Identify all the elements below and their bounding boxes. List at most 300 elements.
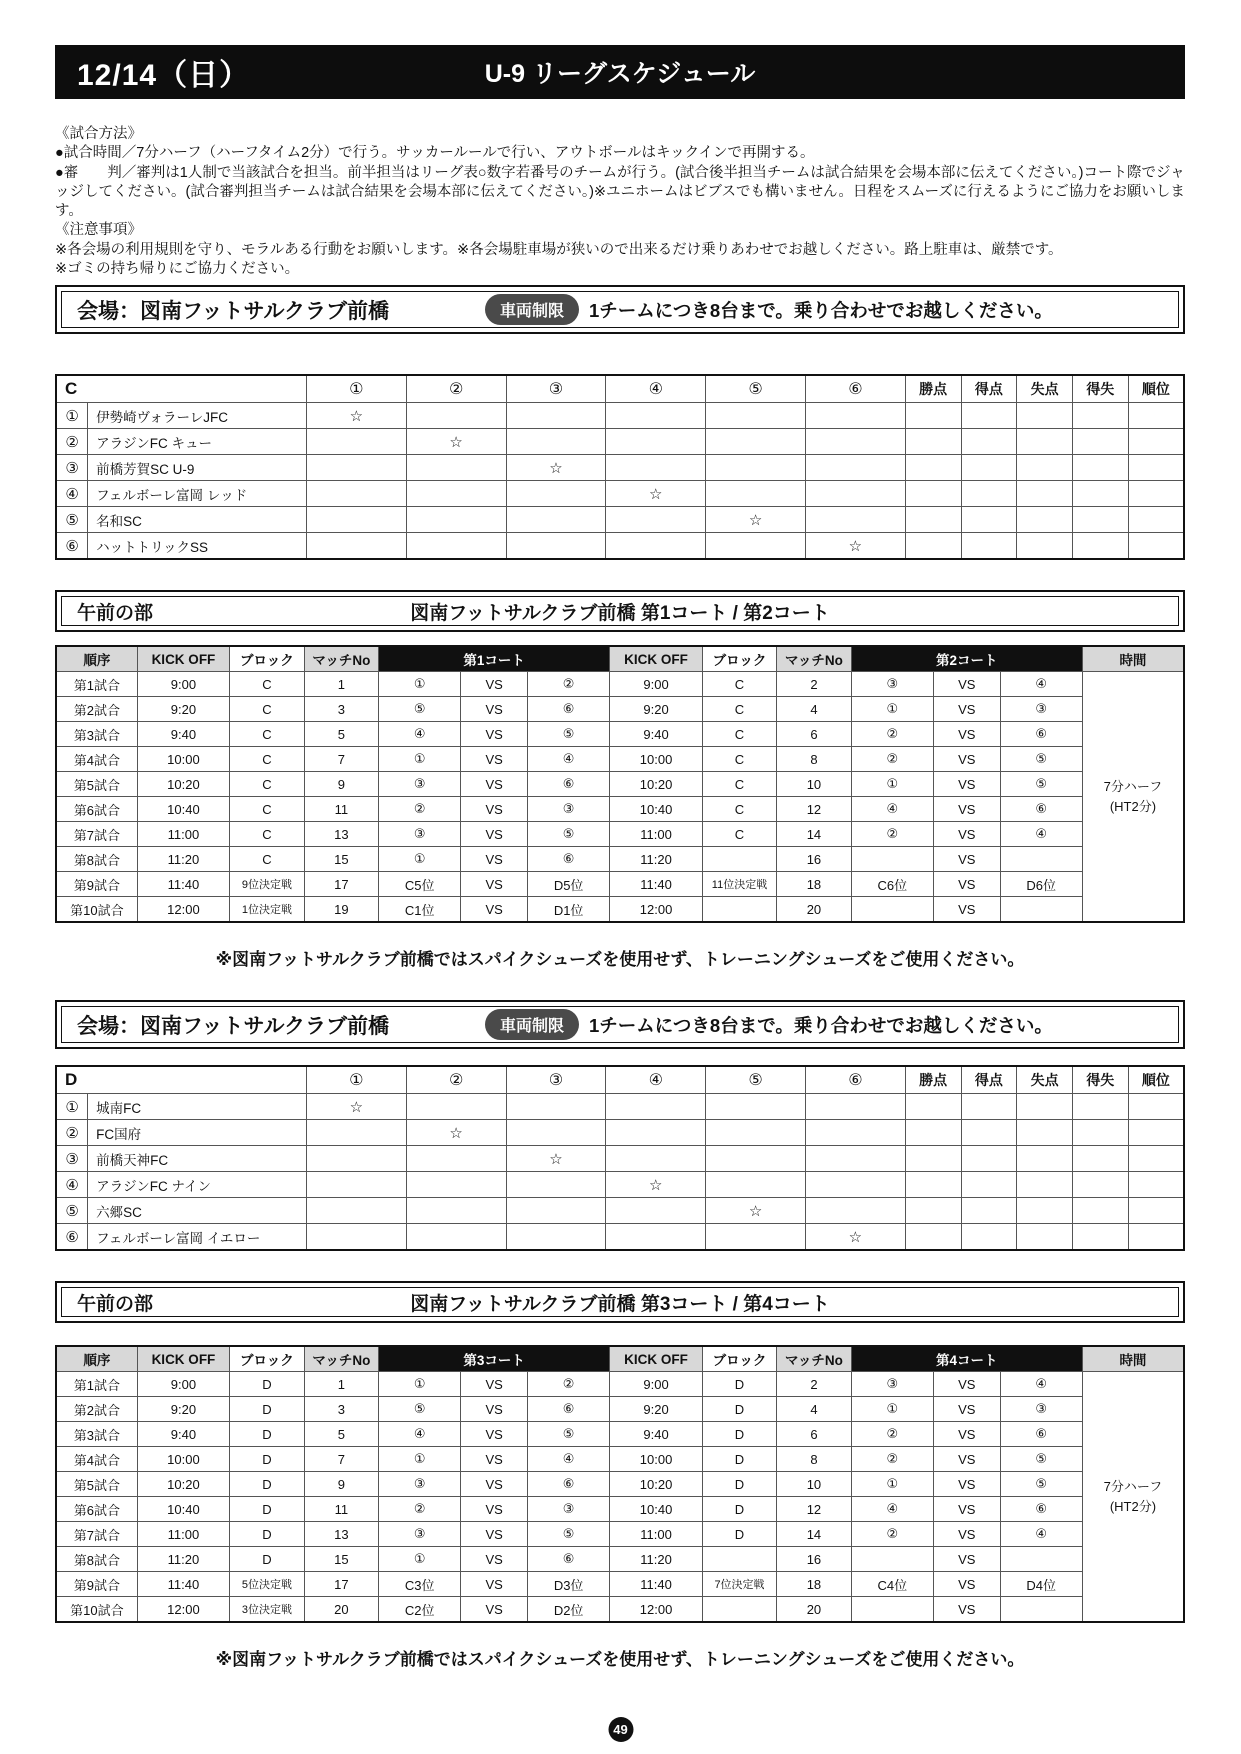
- team-row: [56, 1198, 1184, 1224]
- schedule-row: [56, 1422, 1184, 1447]
- home-team: ③: [851, 672, 933, 697]
- match-cell: [406, 507, 506, 533]
- schedule-table-d: [55, 1345, 1185, 1623]
- block-label: [702, 897, 776, 923]
- match-cell: [805, 429, 905, 455]
- stat-cell: [1017, 1120, 1073, 1146]
- schedule-header-block: ブロック: [702, 646, 776, 672]
- league-stat-header: 勝点: [905, 1066, 961, 1094]
- stat-cell: [1072, 403, 1128, 429]
- self-match-star: ☆: [805, 533, 905, 560]
- stat-cell: [905, 1094, 961, 1120]
- stat-cell: [961, 533, 1017, 560]
- schedule-row: [56, 1447, 1184, 1472]
- schedule-header-row: [56, 1346, 1184, 1372]
- team-name: 名和SC: [88, 507, 307, 533]
- team-number: ③: [56, 1146, 88, 1172]
- vs-label: VS: [461, 872, 528, 897]
- stat-cell: [905, 533, 961, 560]
- self-match-star: ☆: [406, 429, 506, 455]
- team-row: [56, 1172, 1184, 1198]
- match-number: 2: [777, 1372, 851, 1397]
- stat-cell: [1017, 1146, 1073, 1172]
- schedule-row: [56, 1522, 1184, 1547]
- team-number: ⑤: [56, 1198, 88, 1224]
- team-row: [56, 1146, 1184, 1172]
- league-col-header: ③: [506, 1066, 606, 1094]
- block-label: C: [702, 722, 776, 747]
- team-number: ⑥: [56, 533, 88, 560]
- match-order: 第2試合: [56, 697, 137, 722]
- venue-box: [55, 1000, 1185, 1049]
- home-team: [851, 897, 933, 923]
- match-cell: [306, 1120, 406, 1146]
- match-number: 8: [777, 747, 851, 772]
- stat-cell: [905, 1172, 961, 1198]
- away-team: ⑤: [527, 1422, 609, 1447]
- kickoff-time: 9:00: [610, 672, 702, 697]
- self-match-star: ☆: [706, 507, 806, 533]
- stat-cell: [1072, 1120, 1128, 1146]
- away-team: ④: [1000, 1522, 1082, 1547]
- self-match-star: ☆: [506, 455, 606, 481]
- vehicle-restriction-text: 1チームにつき8台まで。乗り合わせでお越しください。: [589, 1014, 1053, 1036]
- team-name: FC国府: [88, 1120, 307, 1146]
- kickoff-time: 9:20: [610, 1397, 702, 1422]
- block-label: D: [702, 1447, 776, 1472]
- team-row: [56, 403, 1184, 429]
- league-stat-header: 得失: [1072, 375, 1128, 403]
- match-cell: [406, 1094, 506, 1120]
- league-header-row: [56, 1066, 1184, 1094]
- kickoff-time: 9:40: [610, 722, 702, 747]
- stat-cell: [1072, 1198, 1128, 1224]
- schedule-row: [56, 1497, 1184, 1522]
- vs-label: VS: [934, 1572, 1001, 1597]
- away-team: D5位: [527, 872, 609, 897]
- home-team: ②: [851, 722, 933, 747]
- schedule-header-matchno: マッチNo: [777, 646, 851, 672]
- stat-cell: [905, 403, 961, 429]
- home-team: ①: [379, 1372, 461, 1397]
- venue-box: [55, 285, 1185, 334]
- match-cell: [706, 455, 806, 481]
- away-team: ④: [1000, 1372, 1082, 1397]
- block-label: C: [230, 697, 304, 722]
- block-label: 9位決定戦: [230, 872, 304, 897]
- vs-label: VS: [934, 1497, 1001, 1522]
- league-table-c: [55, 374, 1185, 560]
- kickoff-time: 11:00: [137, 1522, 229, 1547]
- kickoff-time: 9:00: [610, 1372, 702, 1397]
- schedule-header-row: [56, 646, 1184, 672]
- team-name: 城南FC: [88, 1094, 307, 1120]
- match-number: 7: [304, 747, 378, 772]
- league-col-header: ⑤: [706, 375, 806, 403]
- kickoff-time: 12:00: [137, 897, 229, 923]
- block-label: C: [230, 722, 304, 747]
- away-team: D6位: [1000, 872, 1082, 897]
- home-team: ③: [379, 822, 461, 847]
- match-number: 16: [777, 1547, 851, 1572]
- time-header: 時間: [1082, 646, 1184, 672]
- stat-cell: [1128, 1146, 1184, 1172]
- match-number: 13: [304, 1522, 378, 1547]
- match-cell: [706, 1172, 806, 1198]
- block-label: C: [702, 822, 776, 847]
- match-number: 13: [304, 822, 378, 847]
- header-date: 12/14（日）: [77, 59, 251, 92]
- vs-label: VS: [461, 897, 528, 923]
- header-bar: [55, 45, 1185, 99]
- match-number: 4: [777, 1397, 851, 1422]
- away-team: ⑥: [527, 1547, 609, 1572]
- stat-cell: [1128, 1198, 1184, 1224]
- match-cell: [306, 481, 406, 507]
- match-cell: [306, 1146, 406, 1172]
- league-col-header: ④: [606, 1066, 706, 1094]
- kickoff-time: 11:40: [610, 872, 702, 897]
- away-team: ⑥: [527, 847, 609, 872]
- away-team: D2位: [527, 1597, 609, 1623]
- match-order: 第7試合: [56, 1522, 137, 1547]
- match-order: 第5試合: [56, 1472, 137, 1497]
- away-team: ④: [1000, 672, 1082, 697]
- block-label: C: [702, 797, 776, 822]
- team-number: ⑥: [56, 1224, 88, 1251]
- match-cell: [506, 1094, 606, 1120]
- league-stat-header: 失点: [1017, 375, 1073, 403]
- block-label: [702, 1547, 776, 1572]
- match-order: 第3試合: [56, 1422, 137, 1447]
- away-team: ④: [527, 1447, 609, 1472]
- page-number: 49: [608, 1717, 633, 1742]
- match-order: 第3試合: [56, 722, 137, 747]
- match-cell: [506, 481, 606, 507]
- match-number: 14: [777, 822, 851, 847]
- match-number: 1: [304, 1372, 378, 1397]
- schedule-row: [56, 722, 1184, 747]
- vehicle-restriction-text: 1チームにつき8台まで。乗り合わせでお越しください。: [589, 299, 1053, 321]
- schedule-header-block: ブロック: [230, 646, 304, 672]
- league-col-header: ②: [406, 1066, 506, 1094]
- home-team: C6位: [851, 872, 933, 897]
- schedule-header-order: 順序: [56, 646, 137, 672]
- kickoff-time: 11:20: [610, 1547, 702, 1572]
- away-team: ⑤: [527, 822, 609, 847]
- match-cell: [506, 429, 606, 455]
- vs-label: VS: [461, 847, 528, 872]
- venue-note: ※図南フットサルクラブ前橋ではスパイクシューズを使用せず、トレーニングシューズをご使用ください。: [215, 950, 1025, 970]
- league-col-header: ①: [306, 375, 406, 403]
- schedule-row: [56, 697, 1184, 722]
- kickoff-time: 11:20: [610, 847, 702, 872]
- kickoff-time: 11:40: [610, 1572, 702, 1597]
- schedule-row: [56, 1372, 1184, 1397]
- stat-cell: [961, 1094, 1017, 1120]
- self-match-star: ☆: [606, 1172, 706, 1198]
- schedule-header-block: ブロック: [702, 1346, 776, 1372]
- match-cell: [606, 507, 706, 533]
- kickoff-time: 10:00: [137, 747, 229, 772]
- home-team: [851, 1547, 933, 1572]
- self-match-star: ☆: [406, 1120, 506, 1146]
- stat-cell: [1072, 481, 1128, 507]
- stat-cell: [905, 455, 961, 481]
- kickoff-time: 9:40: [610, 1422, 702, 1447]
- match-cell: [606, 1120, 706, 1146]
- match-cell: [406, 1146, 506, 1172]
- match-number: 1: [304, 672, 378, 697]
- home-team: ③: [379, 1522, 461, 1547]
- schedule-header-kickoff: KICK OFF: [137, 646, 229, 672]
- kickoff-time: 11:20: [137, 847, 229, 872]
- match-number: 17: [304, 1572, 378, 1597]
- vs-label: VS: [934, 1422, 1001, 1447]
- match-order: 第6試合: [56, 1497, 137, 1522]
- stat-cell: [1072, 455, 1128, 481]
- home-team: ④: [851, 797, 933, 822]
- home-team: ③: [379, 1472, 461, 1497]
- home-team: ④: [379, 1422, 461, 1447]
- match-cell: [805, 1146, 905, 1172]
- match-cell: [306, 1224, 406, 1251]
- schedule-header-matchno: マッチNo: [777, 1346, 851, 1372]
- home-team: ①: [379, 747, 461, 772]
- home-team: ⑤: [379, 1397, 461, 1422]
- vs-label: VS: [461, 1572, 528, 1597]
- home-team: ①: [851, 772, 933, 797]
- notes-heading: 《注意事項》: [55, 222, 142, 239]
- match-cell: [706, 1094, 806, 1120]
- kickoff-time: 10:20: [610, 1472, 702, 1497]
- team-number: ⑤: [56, 507, 88, 533]
- match-number: 8: [777, 1447, 851, 1472]
- court3-header: 第3コート: [379, 1346, 610, 1372]
- stat-cell: [1072, 507, 1128, 533]
- team-name: アラジンFC ナイン: [88, 1172, 307, 1198]
- league-block-label: C: [56, 375, 306, 403]
- block-label: C: [702, 672, 776, 697]
- kickoff-time: 10:00: [610, 1447, 702, 1472]
- stat-cell: [905, 1120, 961, 1146]
- match-order: 第10試合: [56, 897, 137, 923]
- home-team: ②: [379, 1497, 461, 1522]
- match-cell: [706, 1146, 806, 1172]
- schedule-row: [56, 672, 1184, 697]
- vs-label: VS: [461, 747, 528, 772]
- vehicle-restriction-badge: 車両制限: [485, 294, 579, 325]
- league-header-row: [56, 375, 1184, 403]
- schedule-header-block: ブロック: [230, 1346, 304, 1372]
- match-number: 6: [777, 722, 851, 747]
- match-number: 5: [304, 722, 378, 747]
- time-header: 時間: [1082, 1346, 1184, 1372]
- match-order: 第9試合: [56, 1572, 137, 1597]
- self-match-star: ☆: [805, 1224, 905, 1251]
- match-cell: [606, 429, 706, 455]
- stat-cell: [1128, 481, 1184, 507]
- stat-cell: [1017, 429, 1073, 455]
- away-team: ③: [1000, 1397, 1082, 1422]
- away-team: D3位: [527, 1572, 609, 1597]
- block-label: [702, 847, 776, 872]
- match-cell: [706, 403, 806, 429]
- time-note-line: (HT2分): [1109, 798, 1157, 814]
- vs-label: VS: [461, 1597, 528, 1623]
- home-team: ②: [851, 747, 933, 772]
- team-name: アラジンFC キュー: [88, 429, 307, 455]
- away-team: ④: [527, 747, 609, 772]
- match-cell: [805, 481, 905, 507]
- away-team: ④: [1000, 822, 1082, 847]
- block-label: D: [702, 1522, 776, 1547]
- match-order: 第8試合: [56, 847, 137, 872]
- away-team: D4位: [1000, 1572, 1082, 1597]
- stat-cell: [1128, 429, 1184, 455]
- home-team: ①: [379, 672, 461, 697]
- stat-cell: [905, 507, 961, 533]
- kickoff-time: 11:00: [610, 1522, 702, 1547]
- match-cell: [805, 1094, 905, 1120]
- block-label: C: [230, 847, 304, 872]
- kickoff-time: 10:00: [137, 1447, 229, 1472]
- match-cell: [606, 533, 706, 560]
- session-title: 図南フットサルクラブ前橋 第1コート / 第2コート: [410, 602, 830, 624]
- stat-cell: [1072, 533, 1128, 560]
- away-team: [1000, 1597, 1082, 1623]
- vs-label: VS: [934, 1372, 1001, 1397]
- stat-cell: [961, 455, 1017, 481]
- team-number: ②: [56, 1120, 88, 1146]
- self-match-star: ☆: [606, 481, 706, 507]
- team-name: フェルボーレ富岡 イエロー: [88, 1224, 307, 1251]
- match-number: 11: [304, 1497, 378, 1522]
- vs-label: VS: [461, 722, 528, 747]
- stat-cell: [1072, 1094, 1128, 1120]
- schedule-header-kickoff: KICK OFF: [137, 1346, 229, 1372]
- league-stat-header: 得点: [961, 375, 1017, 403]
- away-team: ⑥: [1000, 1422, 1082, 1447]
- stat-cell: [905, 1224, 961, 1251]
- match-order: 第1試合: [56, 672, 137, 697]
- court4-header: 第4コート: [851, 1346, 1082, 1372]
- vs-label: VS: [934, 697, 1001, 722]
- vs-label: VS: [934, 847, 1001, 872]
- match-cell: [805, 1198, 905, 1224]
- stat-cell: [1128, 1224, 1184, 1251]
- schedule-row: [56, 1597, 1184, 1623]
- method-line: ●審 判／審判は1人制で当該試合を担当。前半担当はリーグ表○数字若番号のチームが行う。(試合後半担当チームは試合結果を会場本部に伝えてください。)コート際でジャッジしてください。(試合審判担当チームは試合結果を会場本部に伝えてください。)※ユニホームはビブスでも構いません。日程をスムーズに行えるようにご協力をお願いします。: [55, 164, 1185, 220]
- block-label: D: [230, 1372, 304, 1397]
- stat-cell: [961, 1198, 1017, 1224]
- match-cell: [706, 481, 806, 507]
- block-label: D: [230, 1547, 304, 1572]
- away-team: ②: [527, 672, 609, 697]
- stat-cell: [1017, 481, 1073, 507]
- away-team: ⑥: [527, 697, 609, 722]
- match-cell: [306, 455, 406, 481]
- kickoff-time: 11:00: [610, 822, 702, 847]
- team-row: [56, 507, 1184, 533]
- match-cell: [506, 1120, 606, 1146]
- match-cell: [406, 533, 506, 560]
- vs-label: VS: [934, 747, 1001, 772]
- away-team: [1000, 897, 1082, 923]
- vs-label: VS: [461, 697, 528, 722]
- venue-title: 会場：図南フットサルクラブ前橋: [77, 299, 390, 323]
- kickoff-time: 11:40: [137, 872, 229, 897]
- team-number: ①: [56, 403, 88, 429]
- home-team: C3位: [379, 1572, 461, 1597]
- match-number: 7: [304, 1447, 378, 1472]
- match-cell: [406, 481, 506, 507]
- match-number: 9: [304, 772, 378, 797]
- page-title: U-9 リーグスケジュール: [484, 60, 756, 88]
- kickoff-time: 11:00: [137, 822, 229, 847]
- schedule-row: [56, 1547, 1184, 1572]
- league-stat-header: 順位: [1128, 1066, 1184, 1094]
- block-label: C: [230, 672, 304, 697]
- team-row: [56, 533, 1184, 560]
- self-match-star: ☆: [706, 1198, 806, 1224]
- away-team: ⑥: [527, 772, 609, 797]
- kickoff-time: 9:20: [610, 697, 702, 722]
- vs-label: VS: [934, 722, 1001, 747]
- away-team: [1000, 847, 1082, 872]
- match-cell: [506, 533, 606, 560]
- kickoff-time: 10:40: [610, 1497, 702, 1522]
- home-team: ②: [851, 1447, 933, 1472]
- match-number: 5: [304, 1422, 378, 1447]
- team-row: [56, 429, 1184, 455]
- team-name: 前橋芳賀SC U-9: [88, 455, 307, 481]
- away-team: ⑥: [1000, 797, 1082, 822]
- match-cell: [406, 403, 506, 429]
- method-notes-block: [55, 125, 1185, 279]
- team-number: ②: [56, 429, 88, 455]
- schedule-header-kickoff: KICK OFF: [610, 646, 702, 672]
- home-team: C2位: [379, 1597, 461, 1623]
- team-row: [56, 455, 1184, 481]
- match-cell: [606, 1198, 706, 1224]
- match-cell: [406, 455, 506, 481]
- team-name: 六郷SC: [88, 1198, 307, 1224]
- match-number: 4: [777, 697, 851, 722]
- match-cell: [506, 403, 606, 429]
- home-team: C1位: [379, 897, 461, 923]
- home-team: ④: [851, 1497, 933, 1522]
- home-team: ④: [379, 722, 461, 747]
- home-team: ⑤: [379, 697, 461, 722]
- away-team: ⑤: [527, 1522, 609, 1547]
- match-cell: [805, 1172, 905, 1198]
- self-match-star: ☆: [306, 403, 406, 429]
- match-number: 15: [304, 1547, 378, 1572]
- block-label: 3位決定戦: [230, 1597, 304, 1623]
- away-team: ⑤: [527, 722, 609, 747]
- match-number: 20: [304, 1597, 378, 1623]
- match-cell: [306, 429, 406, 455]
- team-row: [56, 481, 1184, 507]
- match-cell: [306, 1198, 406, 1224]
- home-team: ②: [851, 1522, 933, 1547]
- kickoff-time: 9:40: [137, 722, 229, 747]
- kickoff-time: 12:00: [610, 897, 702, 923]
- match-cell: [706, 1120, 806, 1146]
- league-stat-header: 順位: [1128, 375, 1184, 403]
- match-number: 16: [777, 847, 851, 872]
